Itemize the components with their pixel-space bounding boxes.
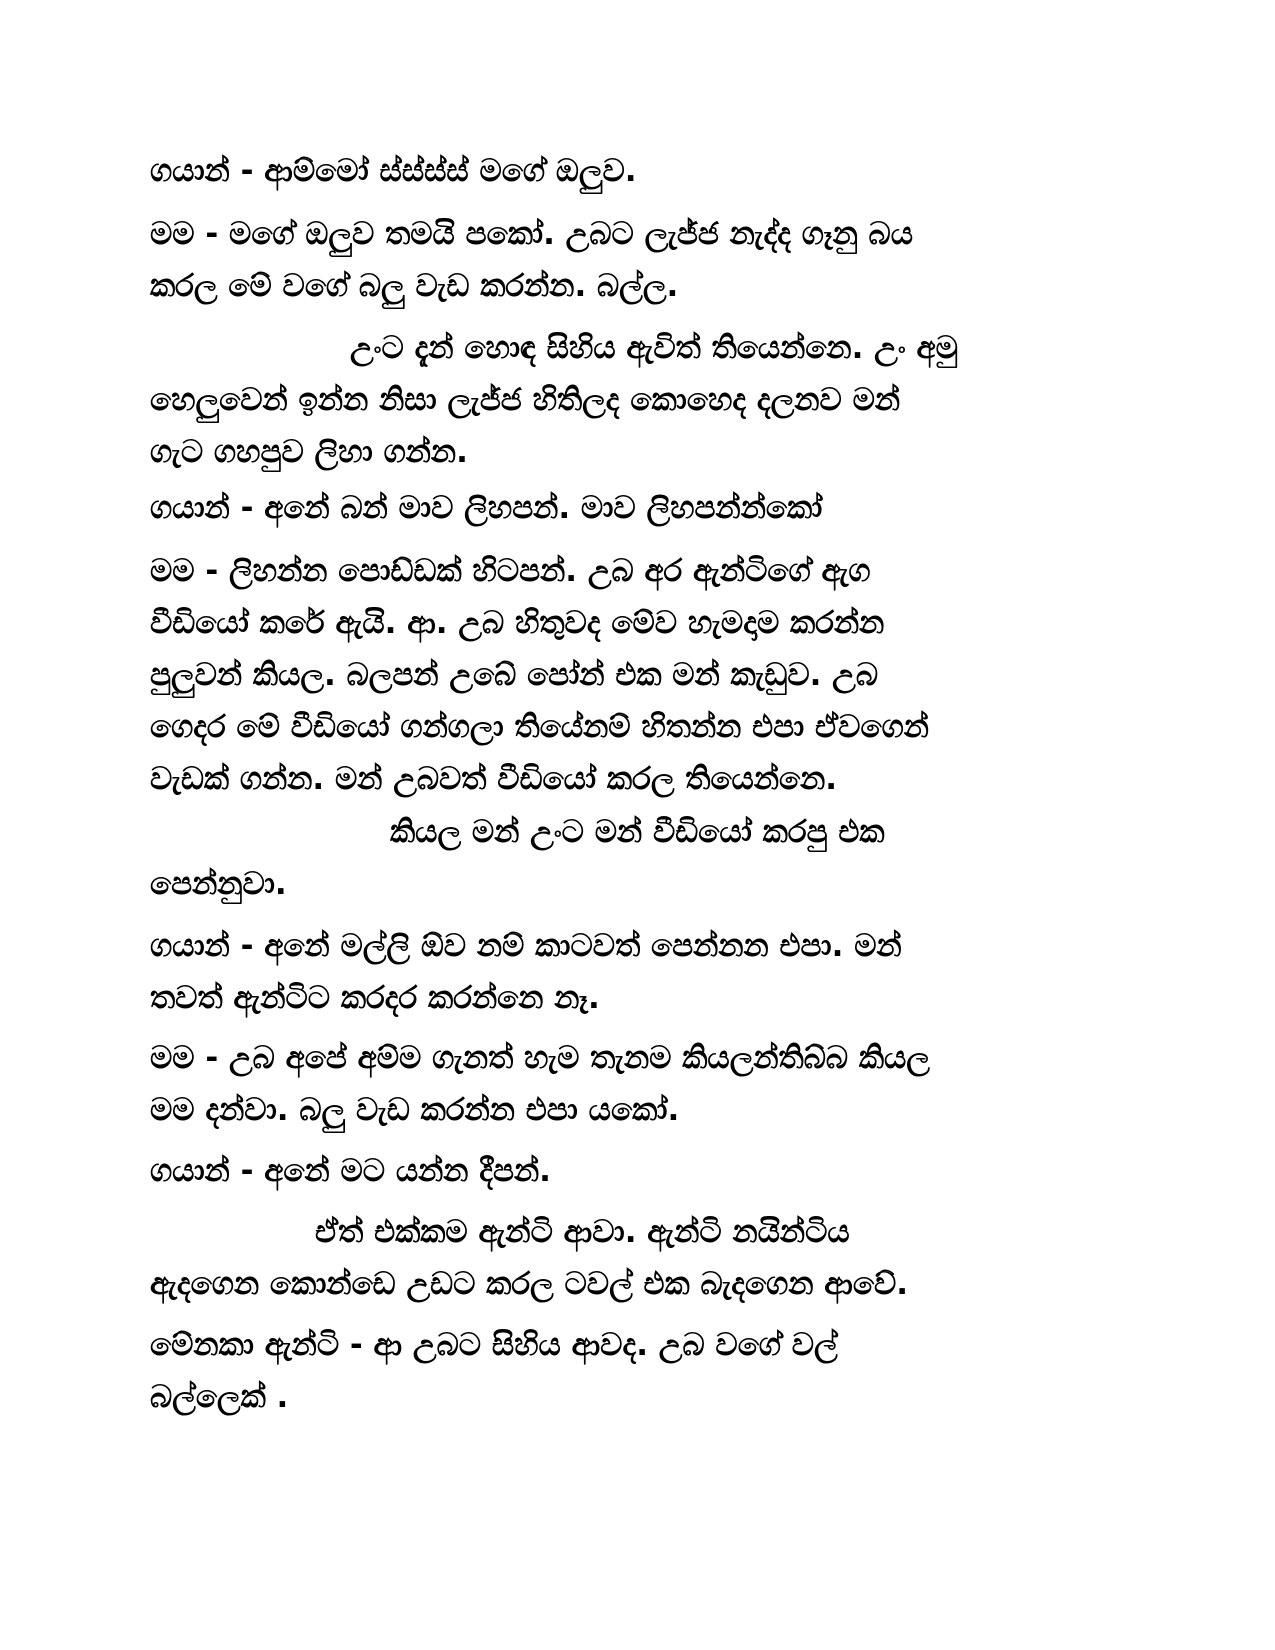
text-line: ඇදගෙන කොන්ඩෙ උඩට කරල ටවල් එක බැදගෙන ආවේ. [150, 1266, 909, 1302]
text-line: ගයාන් - ආම්මෝ ස්ස්ස්ස් මගේ ඔලුව. [150, 153, 637, 189]
text-line: හෙලුවෙන් ඉන්න නිසා ලැජ්ජ හිතිලද කොහෙද දලනව මන් [150, 382, 901, 418]
narration-3 [150, 1206, 1110, 1310]
text-line: තවත් ඇන්ටිට කරදර කරන්නෙ නෑ. [150, 980, 600, 1016]
text-line: උංට දැන් හොඳ සිහිය ඇවිත් තියෙන්නෙ. උං අමු [350, 330, 958, 366]
text-line: පෙන්නුවා. [150, 866, 287, 902]
dialogue-me-2 [150, 545, 1110, 805]
text-line: ගෙදර මේ වීඩියෝ ගන්ගලා තියේනම් හිතන්න එපා ඒවගෙන් [150, 709, 929, 745]
text-line: වීඩියෝ කරේ ඇයි. ආ. උබ හිතුවද මේව හැමදාම කරන්න [150, 605, 885, 641]
text-line: ගයාන් - අනේ බන් මාව ලිහපන්. මාව ලිහපන්න්කෝ [150, 490, 823, 526]
text-line: මම - ලිහන්න පොඩ්ඩක් හිටපන්. උබ අර ඇන්ටිගේ ඇග [150, 553, 871, 589]
text-line: වැඩක් ගන්න. මන් උබවත් වීඩියෝ කරල තියෙන්නෙ. [150, 761, 838, 797]
text-line: මම - උබ අපේ අම්ම ගැනත් හැම තැනම කියලන්තිබ්බ කියල [150, 1040, 930, 1076]
text-line: ඒත් එක්කම ඇන්ටි ආවා. ඇන්ටි නයින්ටිය [315, 1214, 850, 1250]
text-line: මම දන්වා. බලු වැඩ කරන්න එපා යකෝ. [150, 1092, 680, 1128]
dialogue-me-3 [150, 1032, 1110, 1136]
text-line: පුලුවන් කියල. බලපන් උබේ පෝන් එක මන් කැඩුව. උබ [150, 657, 878, 693]
dialogue-gayan-1 [150, 145, 1110, 197]
dialogue-me-1 [150, 208, 1110, 312]
text-line: මේනකා ඇන්ටි - ආ උබට සිහිය ආවද. උබ වගේ වල් [150, 1327, 838, 1363]
text-line: ගයාන් - අනේ මට යන්න දීපන්. [150, 1153, 551, 1189]
text-line: ගැට ගහපුව ලිහා ගන්න. [150, 434, 468, 470]
narration-1 [150, 322, 1110, 478]
narration-2 [150, 806, 1110, 910]
dialogue-menaka-1 [150, 1319, 1110, 1423]
text-line: කියල මන් උංට මන් වීඩියෝ කරපු එක [390, 814, 885, 850]
text-line: ගයාන් - අනේ මල්ලි ඕව නම් කාටවත් පෙන්නන එපා. මන් [150, 928, 902, 964]
dialogue-gayan-4 [150, 1145, 1110, 1197]
dialogue-gayan-3 [150, 920, 1110, 1024]
text-line: මම - මගේ ඔලුව තමයි පකෝ. උබට ලැජ්ජ නැද්ද ගෑනු බය [150, 216, 914, 252]
dialogue-gayan-2 [150, 482, 1110, 534]
text-line: බල්ලෙක් . [150, 1379, 289, 1415]
text-line: කරල මේ වගේ බලු වැඩ කරන්න. බල්ල. [150, 268, 679, 304]
